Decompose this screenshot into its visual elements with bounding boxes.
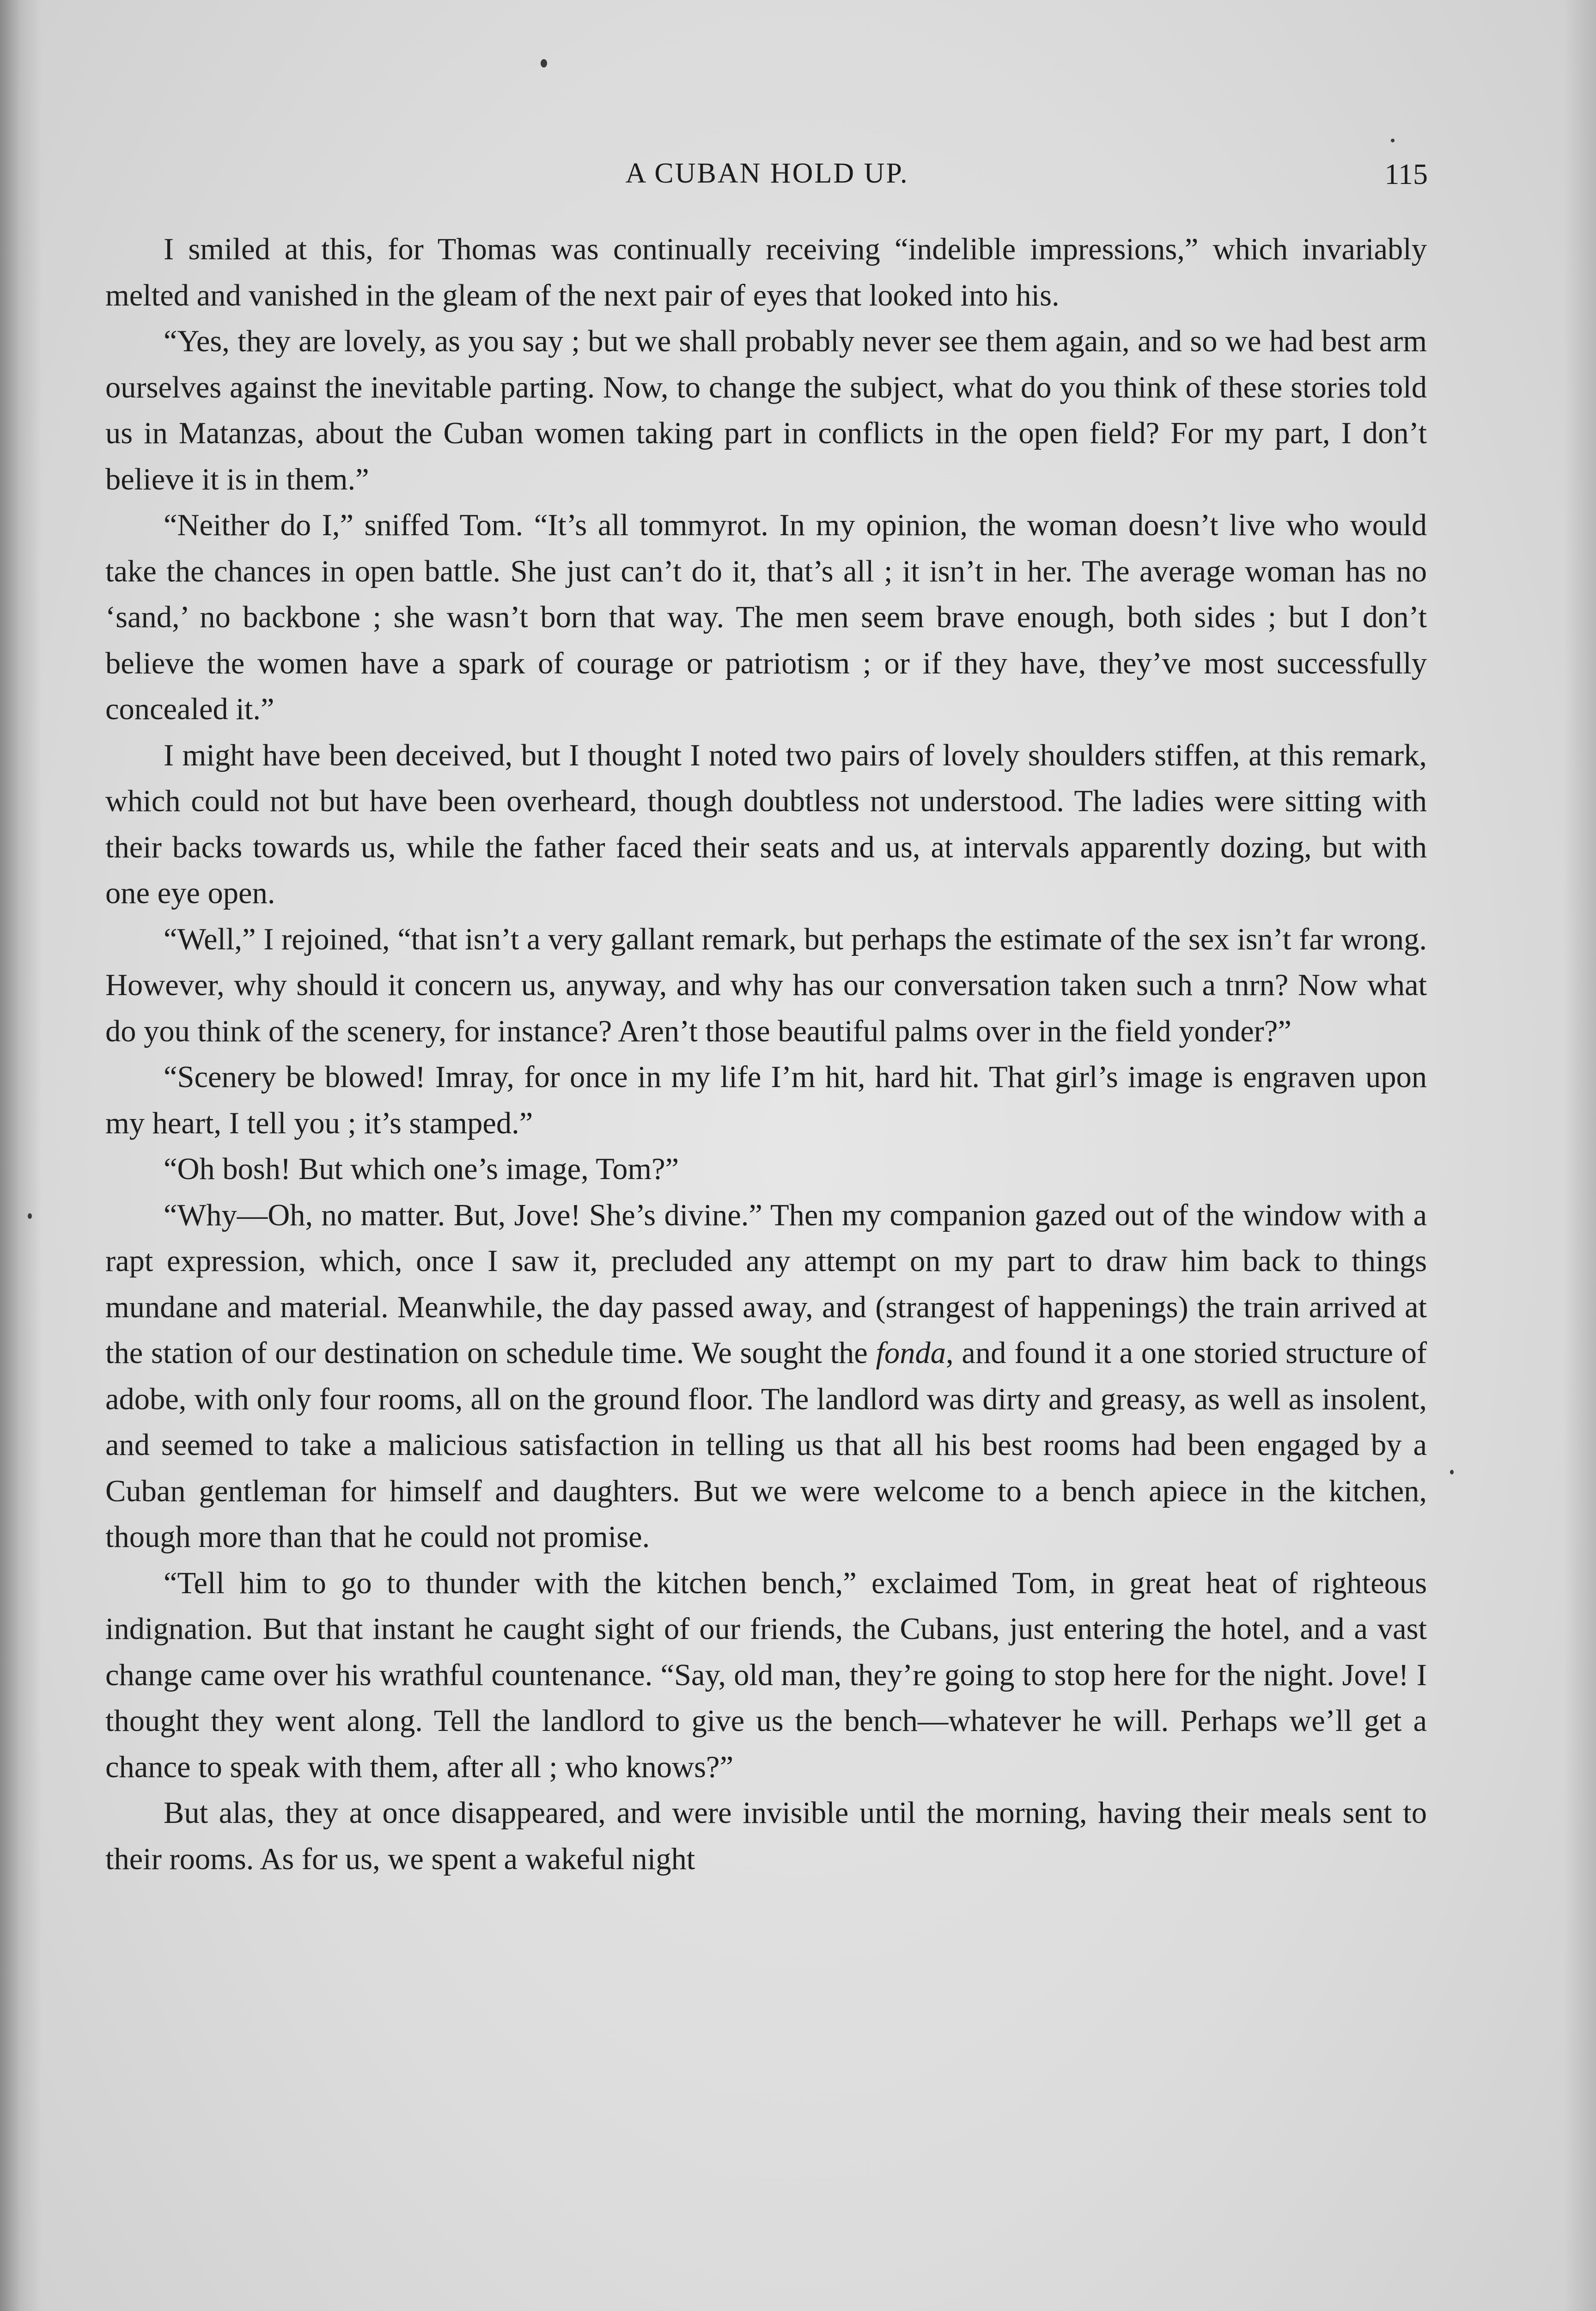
text-run: , and found it a one storied structure of adobe, with only four rooms, all on the ground floor. The landlord was dirty and greasy, as well as insolent, and seemed to take a malicious satisfaction in telling us that all his best rooms had been engaged by a Cuban gentleman for himself and daughters. But we were welcome to a bench apiece in the kitchen, though more than that he could not promise.: [105, 1336, 1427, 1554]
text-run: “Well,” I rejoined, “that isn’t a very gallant remark, but perhaps the estimate of the sex isn’t far wrong. However, why should it concern us, anyway, and why has our conversation taken such a tnrn? Now what do you think of the scenery, for instance? Aren’t those beautiful palms over in the field yonder?”: [105, 922, 1427, 1048]
text-run: “Tell him to go to thunder with the kitchen bench,” exclaimed Tom, in great heat of righteous indignation. But that instant he caught sight of our friends, the Cubans, just entering the hotel, and a vast change came over his wrathful countenance. “Say, old man, they’re going to stop here for the night. Jove! I thought they went along. Tell the landlord to give us the bench—whatever he will. Perhaps we’ll get a chance to speak with them, after all ; who knows?”: [105, 1566, 1427, 1784]
paragraph: [105, 1560, 1427, 1791]
text-run: “Oh bosh! But which one’s image, Tom?”: [164, 1152, 679, 1186]
binding-shadow: [0, 0, 42, 2311]
paragraph: [105, 917, 1427, 1055]
edge-shadow: [1564, 0, 1596, 2311]
text-run: “Yes, they are lovely, as you say ; but we shall probably never see them again, and so we had best arm ourselves against the inevitable parting. Now, to change the subject, what do you think of these stories told us in Matanzas, about the Cuban women taking part in conflicts in the open field? For my part, I don’t believe it is in them.”: [105, 324, 1427, 496]
paragraph: [105, 502, 1427, 733]
paragraph: [105, 226, 1427, 318]
paragraph: [105, 1054, 1427, 1146]
italic-word: fonda: [876, 1336, 946, 1370]
text-run: But alas, they at once disappeared, and were invisible until the morning, having their meals sent to their rooms. As for us, we spent a wakeful night: [105, 1796, 1427, 1876]
page-number: 115: [1384, 158, 1428, 190]
body-text: [105, 226, 1427, 1882]
text-run: “Neither do I,” sniffed Tom. “It’s all tommyrot. In my opinion, the woman doesn’t live who would take the chances in open battle. She just can’t do it, that’s all ; it isn’t in her. The average woman has no ‘sand,’ no backbone ; she wasn’t born that way. The men seem brave enough, both sides ; but I don’t believe the women have a spark of courage or patriotism ; or if they have, they’ve most successfully concealed it.”: [105, 508, 1427, 726]
ink-speck: [28, 1213, 32, 1219]
text-run: I smiled at this, for Thomas was continually receiving “indelible impressions,” which invariably melted and vanished in the gleam of the next pair of eyes that looked into his.: [105, 232, 1427, 312]
running-title: A CUBAN HOLD UP.: [625, 158, 909, 189]
paragraph: [105, 733, 1427, 917]
ink-speck: [1450, 1470, 1454, 1474]
text-run: “Scenery be blowed! Imray, for once in my life I’m hit, hard hit. That girl’s image is engraven upon my heart, I tell you ; it’s stamped.”: [105, 1060, 1427, 1140]
paragraph: [105, 1146, 1427, 1192]
paragraph: [105, 318, 1427, 502]
paragraph: [105, 1790, 1427, 1882]
running-head: [106, 157, 1428, 208]
text-run: I might have been deceived, but I thought I noted two pairs of lovely shoulders stiffen, at this remark, which could not but have been overheard, though doubtless not understood. The ladies were sitting with their backs towards us, while the father faced their seats and us, at intervals apparently dozing, but with one eye open.: [105, 738, 1427, 910]
text-run: “Why—Oh, no matter. But, Jove! She’s divine.” Then my companion gazed out of the window with a rapt expression, which, once I saw it, precluded any attempt on my part to draw him back to things mundane and material. Meanwhile, the day passed away, and (strangest of happenings) the train arrived at the station of our destination on schedule time. We sought the: [105, 1198, 1427, 1370]
ink-speck: [541, 59, 547, 67]
ink-speck: [1391, 139, 1395, 142]
paragraph: [105, 1192, 1427, 1560]
